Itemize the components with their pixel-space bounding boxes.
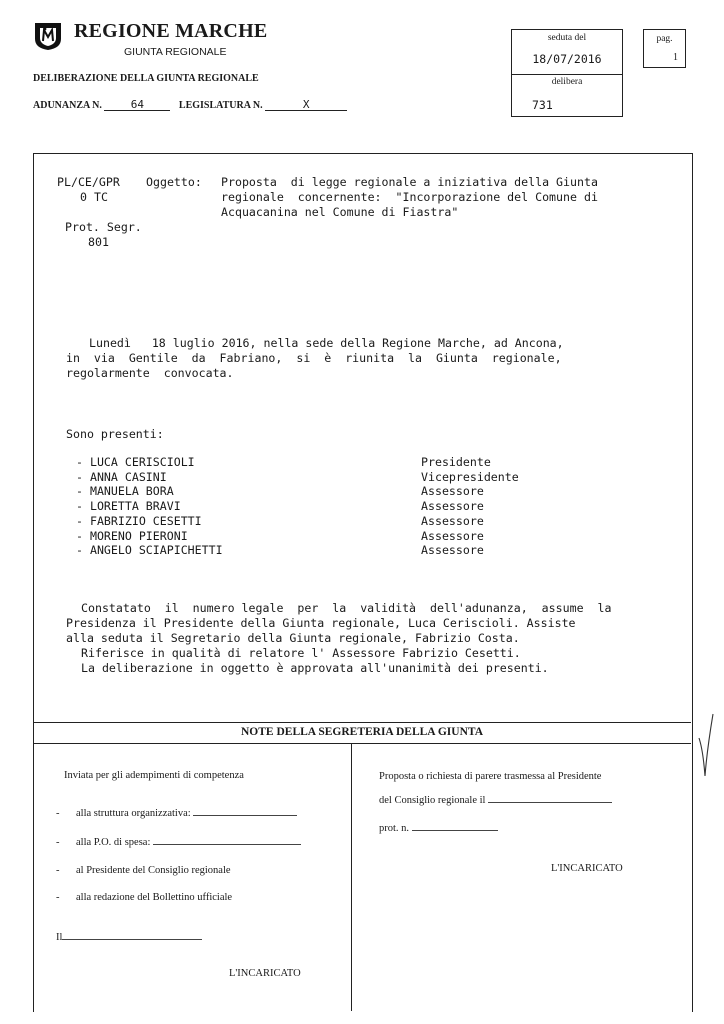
adunanza-line	[33, 99, 347, 111]
notes-item-po-spesa: alla P.O. di spesa:	[76, 837, 301, 848]
document-type: DELIBERAZIONE DELLA GIUNTA REGIONALE	[33, 73, 259, 84]
intro-line-3: regolarmente convocata.	[66, 366, 234, 380]
notes-item-bollettino: alla redazione del Bollettino ufficiale	[76, 892, 233, 903]
intro-line-2: in via Gentile da Fabriano, si è riunita la Giunta regionale,	[66, 351, 562, 365]
intro-line-1: Lunedì 18 luglio 2016, nella sede della Regione Marche, ad Ancona,	[89, 336, 564, 350]
prot-blank	[412, 830, 498, 831]
member-name: - FABRIZIO CESETTI	[76, 513, 202, 528]
notes-item-struttura: alla struttura organizzativa:	[76, 808, 297, 819]
notes-divider	[351, 743, 352, 1011]
oggetto-line-3: Acquacanina nel Comune di Fiastra"	[221, 205, 459, 219]
member-name: - ANGELO SCIAPICHETTI	[76, 543, 223, 558]
member-role: Presidente	[421, 455, 491, 469]
regione-marche-logo	[33, 21, 63, 51]
oggetto-line-2: regionale concernente: "Incorporazione del Comune di	[221, 190, 598, 204]
closing-line-5: La deliberazione in oggetto è approvata all'unanimità dei presenti.	[81, 661, 549, 675]
seduta-delibera-box	[511, 29, 623, 117]
page-box	[643, 29, 686, 68]
member-role: Assessore	[421, 528, 484, 543]
notes-left-intro: Inviata per gli adempimenti di competenza	[64, 770, 244, 781]
member-role: Assessore	[421, 484, 484, 499]
page-label: pag.	[656, 34, 673, 44]
presenti-label: Sono presenti:	[66, 427, 164, 441]
legislatura-value: X	[265, 99, 347, 111]
il-blank	[62, 939, 202, 940]
member-role: Vicepresidente	[421, 469, 519, 484]
code-line-1: PL/CE/GPR	[57, 175, 120, 189]
org-subtitle: GIUNTA REGIONALE	[124, 46, 227, 58]
notes-bullet: -	[56, 808, 60, 819]
notes-item-presidente: al Presidente del Consiglio regionale	[76, 865, 231, 876]
member-name: - LORETTA BRAVI	[76, 499, 181, 514]
consiglio-date-blank	[488, 802, 612, 803]
notes-title: NOTE DELLA SEGRETERIA DELLA GIUNTA	[241, 726, 483, 738]
box-divider	[512, 74, 622, 75]
member-role: Assessore	[421, 513, 484, 528]
struttura-blank	[193, 815, 297, 816]
handwritten-check-mark	[697, 710, 715, 780]
right-signature: L'INCARICATO	[551, 863, 623, 874]
delibera-value: 731	[532, 98, 553, 112]
deliberation-frame	[33, 153, 693, 1012]
member-name: - LUCA CERISCIOLI	[76, 455, 195, 469]
org-name: REGIONE MARCHE	[74, 20, 268, 42]
closing-line-2: Presidenza il Presidente della Giunta regionale, Luca Ceriscioli. Assiste	[66, 616, 576, 630]
closing-line-4: Riferisce in qualità di relatore l' Assessore Fabrizio Cesetti.	[81, 646, 521, 660]
member-name: - ANNA CASINI	[76, 469, 167, 484]
member-name: - MANUELA BORA	[76, 484, 174, 499]
legislatura-label: LEGISLATURA N.	[178, 100, 263, 111]
notes-right-line-1: Proposta o richiesta di parere trasmessa al Presidente	[379, 771, 602, 782]
member-role: Assessore	[421, 499, 484, 514]
code-line-2: 0 TC	[80, 190, 108, 204]
prot-value: 801	[88, 235, 109, 249]
notes-header-bar	[33, 722, 691, 744]
page-number: 1	[673, 52, 678, 63]
notes-bullet: -	[56, 892, 60, 903]
notes-bullet: -	[56, 837, 60, 848]
seduta-label: seduta del	[547, 33, 587, 43]
notes-il-line: Il	[56, 932, 202, 943]
notes-bullet: -	[56, 865, 60, 876]
closing-line-3: alla seduta il Segretario della Giunta regionale, Fabrizio Costa.	[66, 631, 520, 645]
adunanza-value: 64	[104, 99, 170, 111]
notes-right-prot: prot. n.	[379, 823, 498, 834]
adunanza-label: ADUNANZA N.	[33, 100, 102, 111]
oggetto-label: Oggetto:	[146, 175, 202, 189]
notes-right-line-2: del Consiglio regionale il	[379, 795, 612, 806]
member-name: - MORENO PIERONI	[76, 528, 188, 543]
po-spesa-blank	[153, 844, 301, 845]
member-role: Assessore	[421, 543, 484, 558]
left-signature: L'INCARICATO	[229, 968, 301, 979]
prot-label: Prot. Segr.	[65, 220, 142, 234]
delibera-label: delibera	[551, 77, 583, 87]
seduta-value: 18/07/2016	[532, 52, 602, 66]
closing-line-1: Constatato il numero legale per la validità dell'adunanza, assume la	[81, 601, 612, 615]
oggetto-line-1: Proposta di legge regionale a iniziativa della Giunta	[221, 175, 598, 189]
